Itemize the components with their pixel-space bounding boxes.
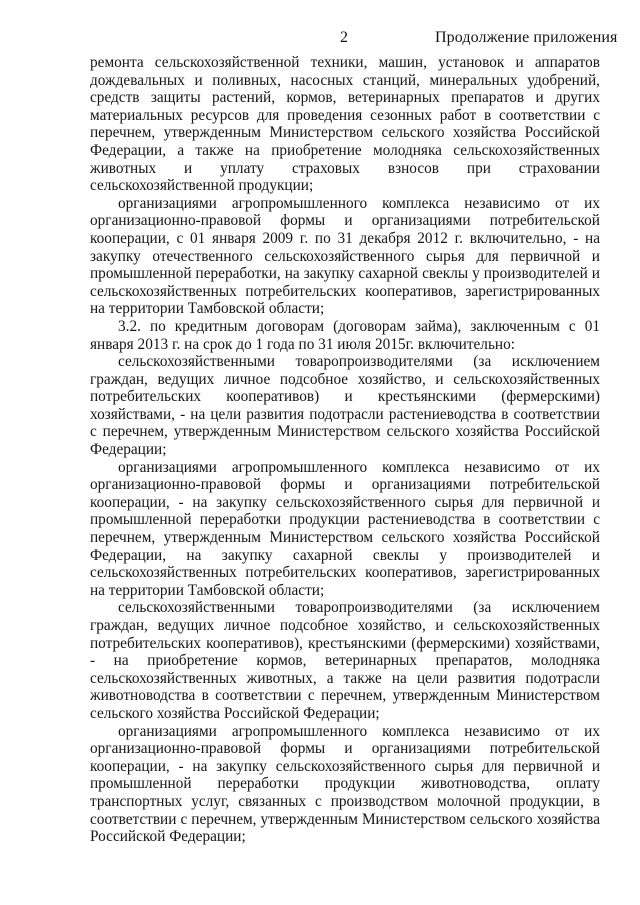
paragraph-continuation: ремонта сельскохозяйственной техники, машин, установок и аппаратов дождевальных и поливных, насосных станций, минеральных удобрений, средств защиты растений, кормов, ветеринарных препаратов и других материальных ресурсов для проведения сезонных работ в соответствии с перечнем, утвержденным Министерством сельского хозяйства Российской Федерации, а также на приобретение молодняка сельскохозяйственных животных и уплату страховых взносов при страховании сельскохозяйственной продукции; (90, 54, 600, 195)
body-text (90, 54, 600, 846)
paragraph-agro-organizations-2009: организациями агропромышленного комплекса независимо от их организационно-правовой формы и организациями потребительской кооперации, с 01 января 2009 г. по 31 декабря 2012 г. включительно, - на закупку отечественного сельскохозяйственного сырья для первичной и промышленной переработки, на закупку сахарной свеклы у производителей и сельскохозяйственных потребительских кооперативов, зарегистрированных на территории Тамбовской области; (90, 194, 600, 318)
paragraph-crop-producers: сельскохозяйственными товаропроизводителями (за исключением граждан, ведущих личное подсобное хозяйство, и сельскохозяйственных потребительских кооперативов) и крестьянскими (фермерскими) хозяйствами, - на цели развития подотрасли растениеводства в соответствии с перечнем, утвержденным Министерством сельского хозяйства Российской Федерации; (90, 353, 600, 459)
running-header: Продолжение приложения (435, 29, 618, 46)
page-number: 2 (340, 29, 348, 46)
paragraph-livestock-producers: сельскохозяйственными товаропроизводителями (за исключением граждан, ведущих личное подсобное хозяйство, и сельскохозяйственных потребительских кооперативов), крестьянскими (фермерскими) хозяйствами, - на приобретение кормов, ветеринарных препаратов, молодняка сельскохозяйственных животных, а также на цели развития подотрасли животноводства в соответствии с перечнем, утвержденным Министерством сельского хозяйства Российской Федерации; (90, 599, 600, 722)
paragraph-crop-processing: организациями агропромышленного комплекса независимо от их организационно-правовой формы и организациями потребительской кооперации, - на закупку сельскохозяйственного сырья для первичной и промышленной переработки продукции растениеводства в соответствии с перечнем, утвержденным Министерством сельского хозяйства Российской Федерации, на закупку сахарной свеклы у производителей и сельскохозяйственных потребительских кооперативов, зарегистрированных на территории Тамбовской области; (90, 458, 600, 599)
paragraph-clause-3-2: 3.2. по кредитным договорам (договорам займа), заключенным с 01 января 2013 г. на срок до 1 года по 31 июля 2015г. включительно: (90, 317, 600, 353)
paragraph-livestock-processing: организациями агропромышленного комплекса независимо от их организационно-правовой формы и организациями потребительской кооперации, - на закупку сельскохозяйственного сырья для первичной и промышленной переработки продукции животноводства, оплату транспортных услуг, связанных с производством молочной продукции, в соответствии с перечнем, утвержденным Министерством сельского хозяйства Российской Федерации; (90, 722, 600, 846)
